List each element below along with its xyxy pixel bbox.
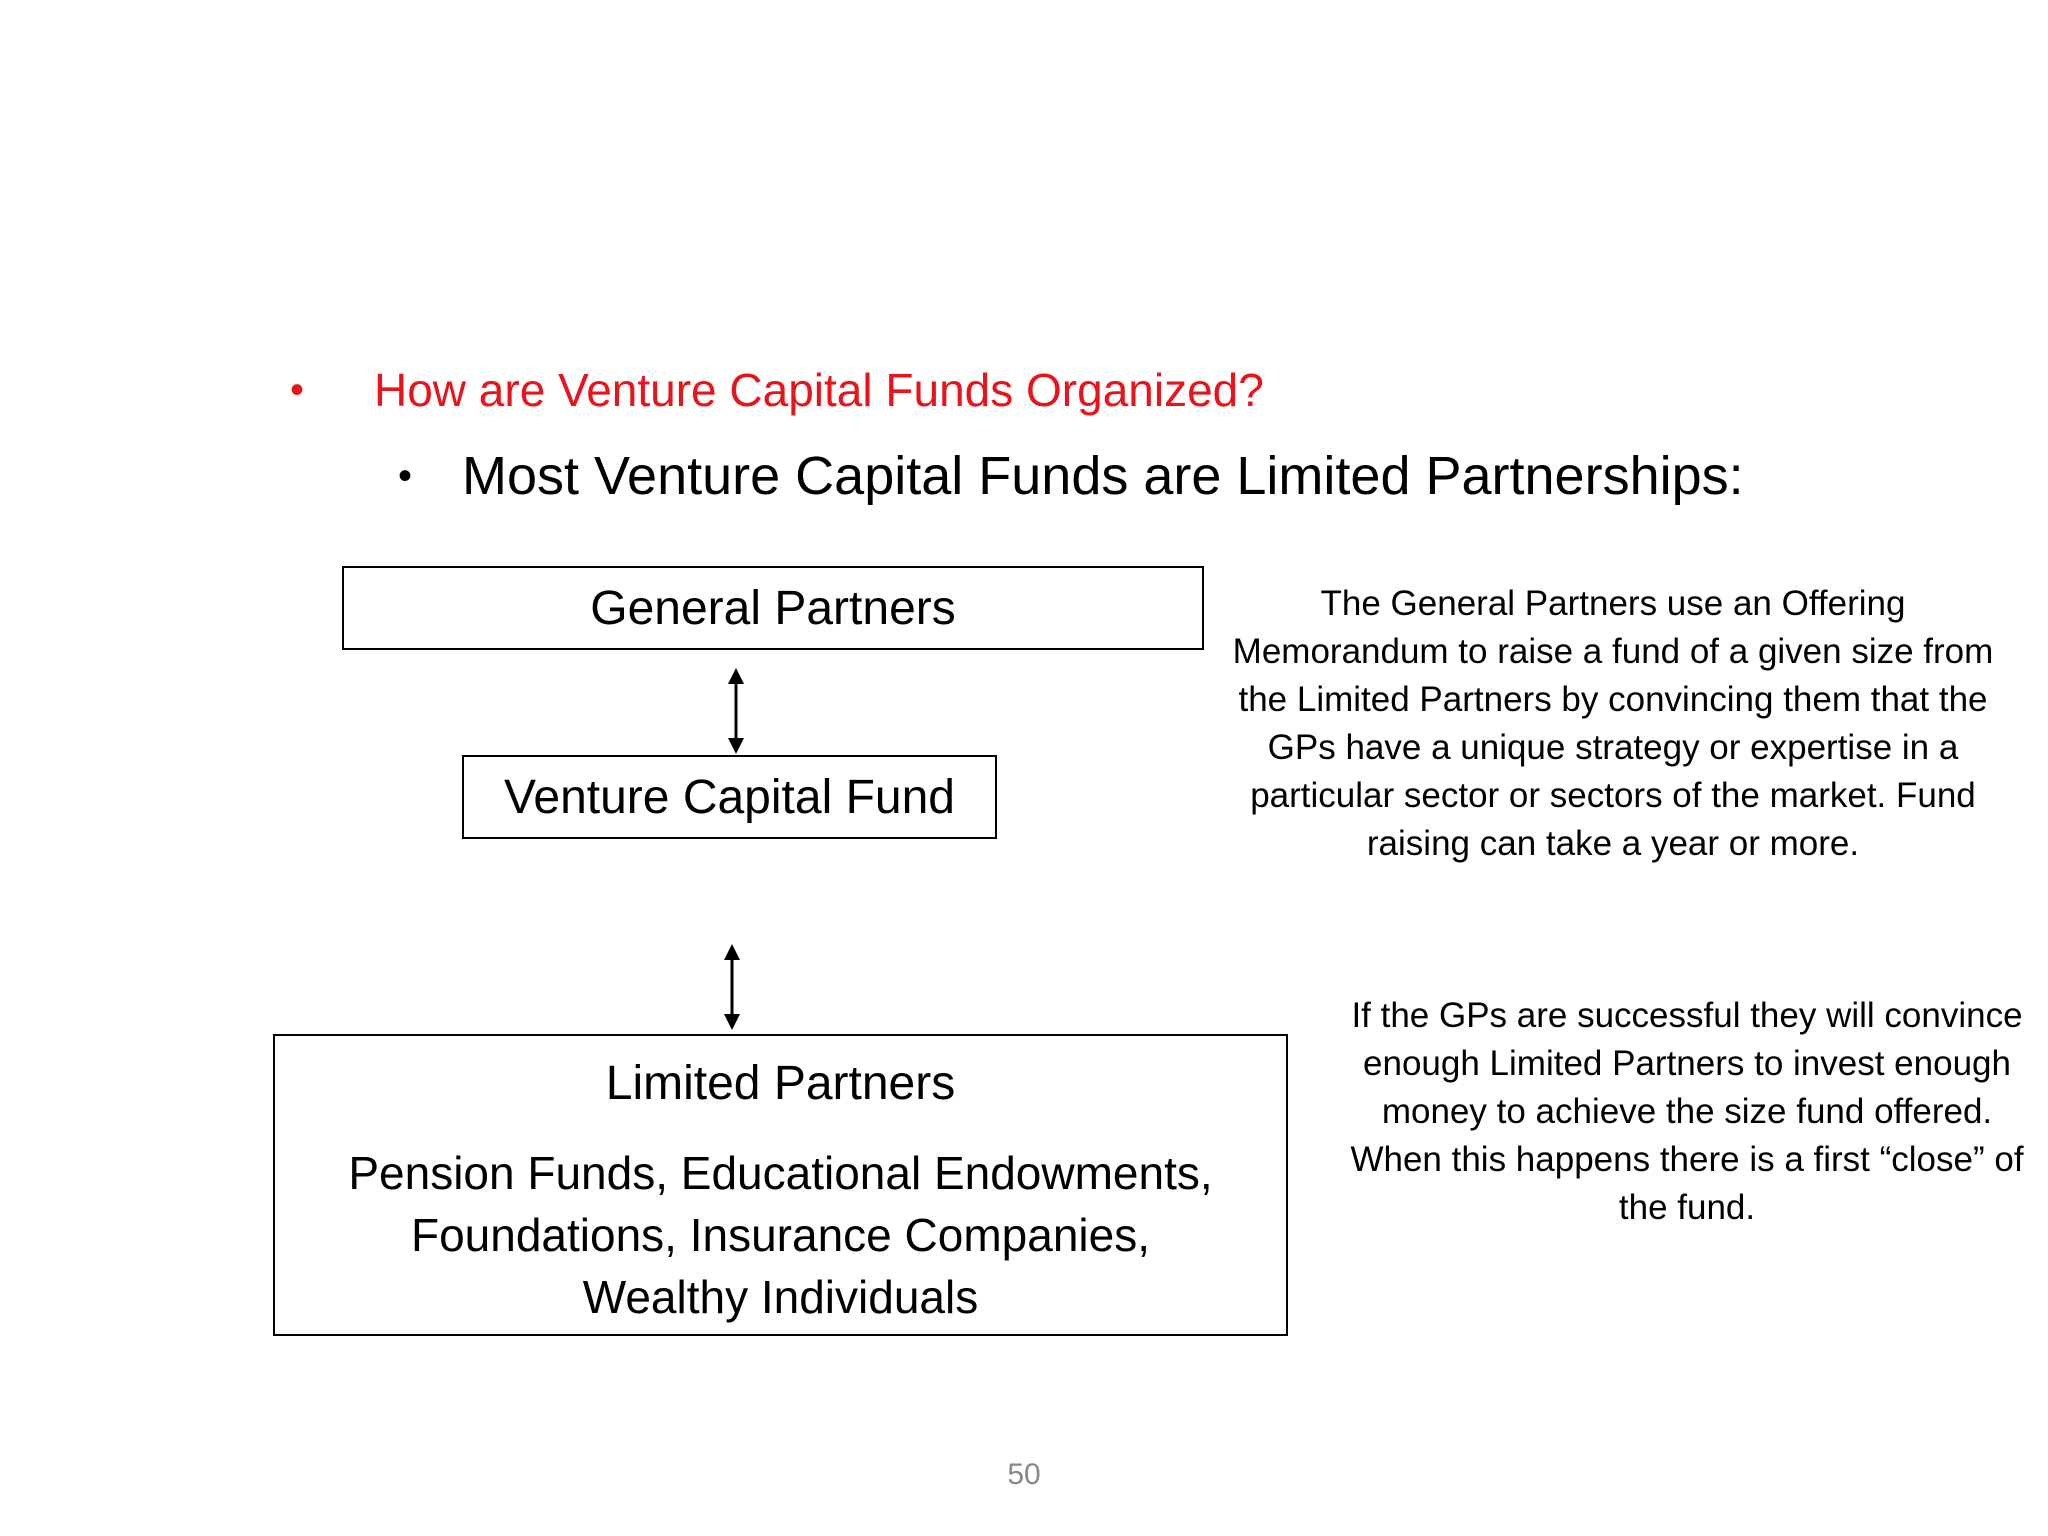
subheading-bullet: •	[398, 454, 413, 498]
double-arrow-gp-vcf	[722, 668, 750, 754]
general-partners-box	[342, 566, 1204, 650]
limited-partners-box	[273, 1034, 1288, 1336]
heading-bullet: •	[290, 368, 305, 412]
double-arrow-vcf-lp	[718, 944, 746, 1030]
first-close-description: If the GPs are successful they will convince enough Limited Partners to invest enough money to achieve the size fund offered. When this happens there is a first “close” of the fund.	[1350, 996, 2024, 1227]
slide-subheading: Most Venture Capital Funds are Limited Partnerships:	[462, 446, 1744, 506]
venture-capital-fund-box	[462, 755, 997, 839]
limited-partners-members: Pension Funds, Educational Endowments, Foundations, Insurance Companies, Wealthy Individuals	[348, 1147, 1213, 1323]
general-partners-label: General Partners	[590, 581, 956, 635]
slide-heading: How are Venture Capital Funds Organized?	[374, 364, 1264, 416]
venture-capital-fund-label: Venture Capital Fund	[504, 770, 955, 824]
page-number: 50	[1007, 1458, 1041, 1491]
limited-partners-label: Limited Partners	[605, 1057, 956, 1110]
fundraising-description: The General Partners use an Offering Memorandum to raise a fund of a given size from the Limited Partners by convincing them that the GPs have a unique strategy or expertise in a particular sector or sectors of the market. Fund raising can take a year or more.	[1232, 584, 1994, 863]
